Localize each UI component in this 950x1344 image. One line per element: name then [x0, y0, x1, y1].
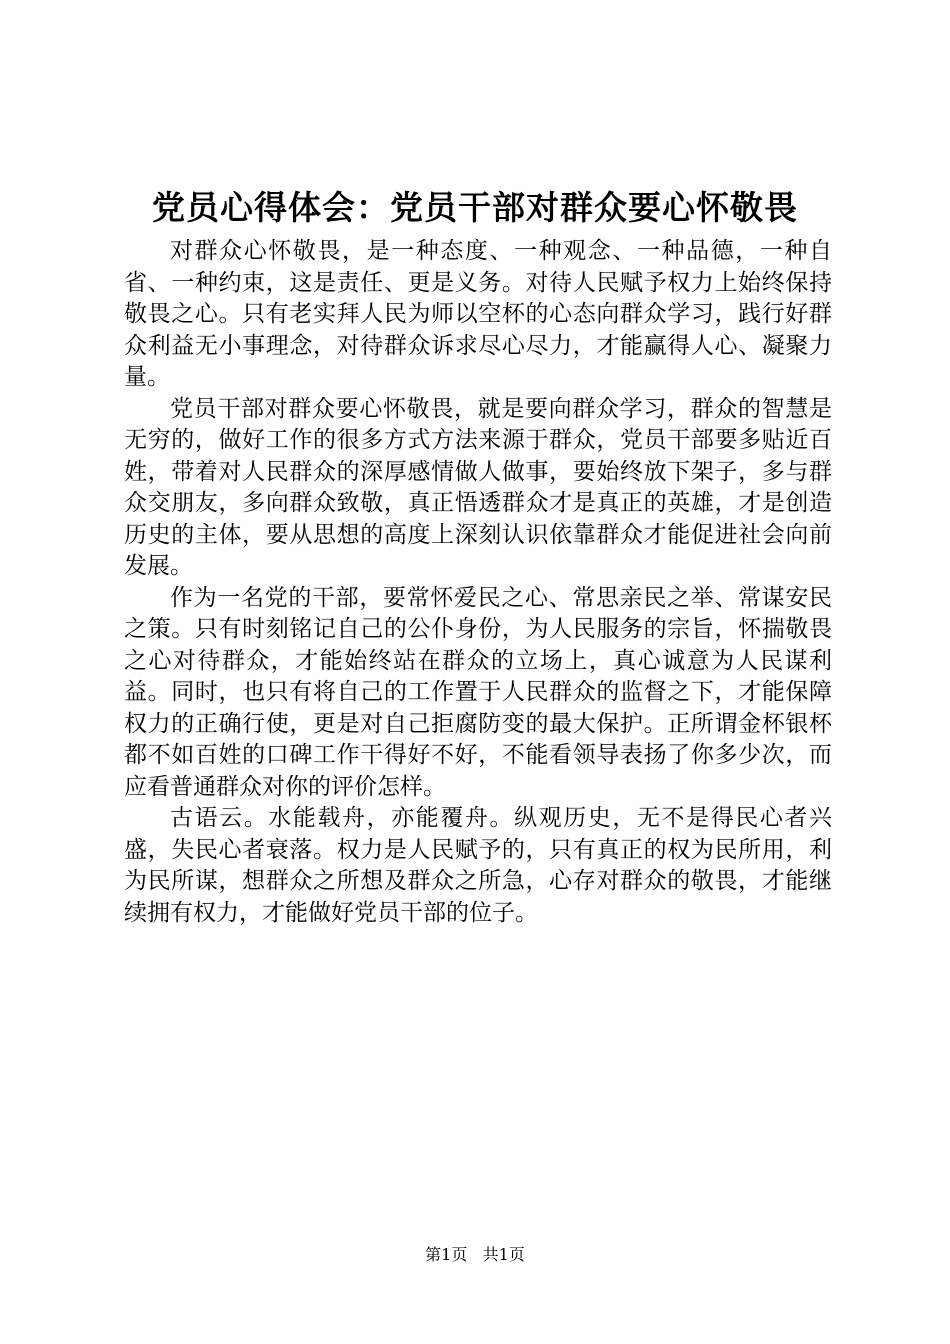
page-spacer — [472, 1245, 477, 1264]
document-title: 党员心得体会：党员干部对群众要心怀敬畏 — [152, 188, 798, 227]
page-footer — [0, 1244, 950, 1266]
document-body — [124, 236, 832, 929]
paragraph-3: 作为一名党的干部，要常怀爱民之心、常思亲民之举、常谋安民之策。只有时刻铭记自己的公仆身份，为人民服务的宗旨，怀揣敬畏之心对待群众，才能始终站在群众的立场上，真心诚意为人民谋利益。同时，也只有将自己的工作置于人民群众的监督之下，才能保障权力的正确行使，更是对自己拒腐防变的最大保护。正所谓金杯银杯都不如百姓的口碑工作干得好不好，不能看领导表扬了你多少次，而应看普通群众对你的评价怎样。 — [124, 584, 832, 800]
page-total: 共1页 — [482, 1245, 525, 1264]
page-number: 第1页 — [425, 1245, 468, 1264]
paragraph-1: 对群众心怀敬畏，是一种态度、一种观念、一种品德，一种自省、一种约束，这是责任、更是义务。对待人民赋予权力上始终保持敬畏之心。只有老实拜人民为师以空杯的心态向群众学习，践行好群众利益无小事理念，对待群众诉求尽心尽力，才能赢得人心、凝聚力量。 — [124, 238, 832, 390]
paragraph-2: 党员干部对群众要心怀敬畏，就是要向群众学习，群众的智慧是无穷的，做好工作的很多方式方法来源于群众，党员干部要多贴近百姓，带着对人民群众的深厚感情做人做事，要始终放下架子，多与群众交朋友，多向群众致敬，真正悟透群众才是真正的英雄，才是创造历史的主体，要从思想的高度上深刻认识依靠群众才能促进社会向前发展。 — [124, 395, 832, 579]
paragraph-4: 古语云。水能载舟，亦能覆舟。纵观历史，无不是得民心者兴盛，失民心者衰落。权力是人民赋予的，只有真正的权为民所用，利为民所谋，想群众之所想及群众之所急，心存对群众的敬畏，才能继续拥有权力，才能做好党员干部的位子。 — [124, 805, 832, 926]
